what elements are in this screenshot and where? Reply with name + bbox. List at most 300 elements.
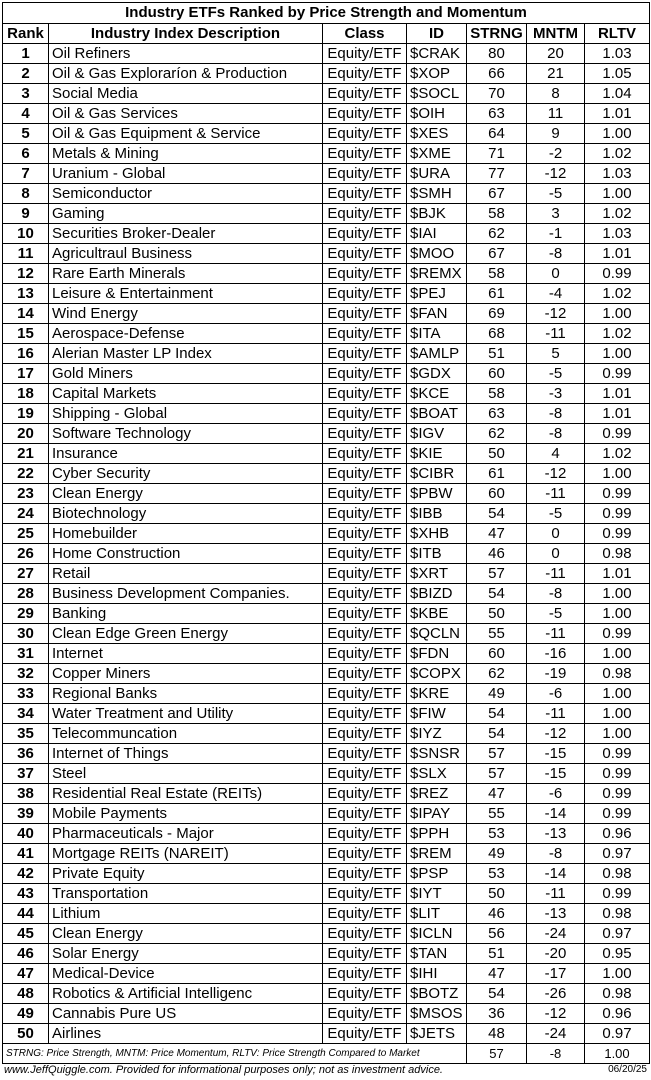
mntm-cell: -8: [527, 584, 585, 604]
description-cell: Semiconductor: [49, 184, 323, 204]
description-cell: Water Treatment and Utility: [49, 704, 323, 724]
description-cell: Transportation: [49, 884, 323, 904]
description-cell: Robotics & Artificial Intelligenc: [49, 984, 323, 1004]
rank-cell: 1: [3, 44, 49, 64]
table-row: [3, 544, 650, 564]
rltv-cell: 1.00: [585, 604, 650, 624]
mntm-cell: -12: [527, 464, 585, 484]
description-cell: Steel: [49, 764, 323, 784]
rank-cell: 42: [3, 864, 49, 884]
id-cell: $KCE: [407, 384, 467, 404]
class-cell: Equity/ETF: [323, 444, 407, 464]
description-cell: Home Construction: [49, 544, 323, 564]
table-row: [3, 984, 650, 1004]
id-cell: $XOP: [407, 64, 467, 84]
id-cell: $GDX: [407, 364, 467, 384]
header-strng: STRNG: [467, 24, 527, 44]
id-cell: $COPX: [407, 664, 467, 684]
table-row: [3, 424, 650, 444]
class-cell: Equity/ETF: [323, 364, 407, 384]
rltv-cell: 1.00: [585, 584, 650, 604]
table-row: [3, 244, 650, 264]
strng-cell: 67: [467, 184, 527, 204]
rank-cell: 16: [3, 344, 49, 364]
mntm-cell: -13: [527, 904, 585, 924]
description-cell: Clean Edge Green Energy: [49, 624, 323, 644]
strng-average: 57: [467, 1044, 527, 1064]
id-cell: $SMH: [407, 184, 467, 204]
table-row: [3, 1004, 650, 1024]
class-cell: Equity/ETF: [323, 564, 407, 584]
mntm-cell: 8: [527, 84, 585, 104]
rltv-cell: 1.00: [585, 964, 650, 984]
rltv-cell: 1.00: [585, 464, 650, 484]
strng-cell: 36: [467, 1004, 527, 1024]
mntm-cell: 21: [527, 64, 585, 84]
rank-cell: 8: [3, 184, 49, 204]
table-row: [3, 204, 650, 224]
class-cell: Equity/ETF: [323, 584, 407, 604]
rltv-cell: 1.02: [585, 204, 650, 224]
rltv-cell: 1.02: [585, 284, 650, 304]
table-row: [3, 744, 650, 764]
rltv-cell: 1.02: [585, 444, 650, 464]
strng-cell: 57: [467, 564, 527, 584]
rank-cell: 43: [3, 884, 49, 904]
description-cell: Metals & Mining: [49, 144, 323, 164]
description-cell: Biotechnology: [49, 504, 323, 524]
description-cell: Lithium: [49, 904, 323, 924]
description-cell: Oil & Gas Equipment & Service: [49, 124, 323, 144]
class-cell: Equity/ETF: [323, 804, 407, 824]
id-cell: $BOAT: [407, 404, 467, 424]
mntm-cell: 0: [527, 524, 585, 544]
strng-cell: 47: [467, 964, 527, 984]
rank-cell: 20: [3, 424, 49, 444]
mntm-cell: 3: [527, 204, 585, 224]
strng-cell: 48: [467, 1024, 527, 1044]
description-cell: Retail: [49, 564, 323, 584]
strng-cell: 46: [467, 904, 527, 924]
description-cell: Copper Miners: [49, 664, 323, 684]
rltv-cell: 1.01: [585, 404, 650, 424]
mntm-cell: -12: [527, 1004, 585, 1024]
rank-cell: 4: [3, 104, 49, 124]
strng-cell: 56: [467, 924, 527, 944]
description-cell: Internet: [49, 644, 323, 664]
class-cell: Equity/ETF: [323, 924, 407, 944]
id-cell: $FIW: [407, 704, 467, 724]
rltv-cell: 0.98: [585, 904, 650, 924]
header-mntm: MNTM: [527, 24, 585, 44]
strng-cell: 47: [467, 784, 527, 804]
rltv-cell: 0.99: [585, 484, 650, 504]
strng-cell: 51: [467, 344, 527, 364]
strng-cell: 54: [467, 584, 527, 604]
rltv-cell: 0.99: [585, 504, 650, 524]
mntm-cell: 20: [527, 44, 585, 64]
table-row: [3, 564, 650, 584]
mntm-cell: -5: [527, 504, 585, 524]
description-cell: Oil & Gas Services: [49, 104, 323, 124]
strng-cell: 69: [467, 304, 527, 324]
table-row: [3, 924, 650, 944]
rltv-average: 1.00: [585, 1044, 650, 1064]
description-cell: Leisure & Entertainment: [49, 284, 323, 304]
mntm-cell: -13: [527, 824, 585, 844]
description-cell: Cannabis Pure US: [49, 1004, 323, 1024]
class-cell: Equity/ETF: [323, 404, 407, 424]
id-cell: $PEJ: [407, 284, 467, 304]
rank-cell: 21: [3, 444, 49, 464]
id-cell: $IBB: [407, 504, 467, 524]
strng-cell: 62: [467, 424, 527, 444]
id-cell: $BOTZ: [407, 984, 467, 1004]
id-cell: $BJK: [407, 204, 467, 224]
description-cell: Business Development Companies.: [49, 584, 323, 604]
class-cell: Equity/ETF: [323, 684, 407, 704]
id-cell: $AMLP: [407, 344, 467, 364]
mntm-cell: -14: [527, 864, 585, 884]
description-cell: Mortgage REITs (NAREIT): [49, 844, 323, 864]
etf-ranking-sheet: [2, 2, 649, 1064]
table-row: [3, 664, 650, 684]
mntm-cell: -24: [527, 1024, 585, 1044]
description-cell: Agricultraul Business: [49, 244, 323, 264]
id-cell: $XES: [407, 124, 467, 144]
class-cell: Equity/ETF: [323, 424, 407, 444]
description-cell: Mobile Payments: [49, 804, 323, 824]
class-cell: Equity/ETF: [323, 824, 407, 844]
description-cell: Private Equity: [49, 864, 323, 884]
table-row: [3, 904, 650, 924]
class-cell: Equity/ETF: [323, 644, 407, 664]
rltv-cell: 0.97: [585, 1024, 650, 1044]
strng-cell: 57: [467, 764, 527, 784]
table-row: [3, 384, 650, 404]
id-cell: $IAI: [407, 224, 467, 244]
table-row: [3, 684, 650, 704]
strng-cell: 54: [467, 724, 527, 744]
rank-cell: 36: [3, 744, 49, 764]
description-cell: Regional Banks: [49, 684, 323, 704]
class-cell: Equity/ETF: [323, 64, 407, 84]
class-cell: Equity/ETF: [323, 264, 407, 284]
rltv-cell: 1.00: [585, 124, 650, 144]
table-row: [3, 784, 650, 804]
mntm-cell: -19: [527, 664, 585, 684]
table-row: [3, 824, 650, 844]
table-row: [3, 324, 650, 344]
strng-cell: 64: [467, 124, 527, 144]
id-cell: $SNSR: [407, 744, 467, 764]
mntm-cell: -8: [527, 844, 585, 864]
strng-cell: 62: [467, 224, 527, 244]
rltv-cell: 0.99: [585, 744, 650, 764]
mntm-average: -8: [527, 1044, 585, 1064]
mntm-cell: -11: [527, 484, 585, 504]
table-row: [3, 124, 650, 144]
strng-cell: 54: [467, 704, 527, 724]
description-cell: Cyber Security: [49, 464, 323, 484]
mntm-cell: 11: [527, 104, 585, 124]
class-cell: Equity/ETF: [323, 484, 407, 504]
id-cell: $IGV: [407, 424, 467, 444]
mntm-cell: -24: [527, 924, 585, 944]
rltv-cell: 1.02: [585, 144, 650, 164]
id-cell: $JETS: [407, 1024, 467, 1044]
rltv-cell: 1.00: [585, 184, 650, 204]
mntm-cell: 0: [527, 264, 585, 284]
rltv-cell: 0.95: [585, 944, 650, 964]
description-cell: Homebuilder: [49, 524, 323, 544]
strng-cell: 61: [467, 284, 527, 304]
table-row: [3, 644, 650, 664]
strng-cell: 71: [467, 144, 527, 164]
footer-row: [3, 1044, 650, 1064]
rank-cell: 49: [3, 1004, 49, 1024]
id-cell: $KBE: [407, 604, 467, 624]
header-description: Industry Index Description: [49, 24, 323, 44]
class-cell: Equity/ETF: [323, 864, 407, 884]
id-cell: $ICLN: [407, 924, 467, 944]
mntm-cell: -15: [527, 764, 585, 784]
rank-cell: 34: [3, 704, 49, 724]
rltv-cell: 1.04: [585, 84, 650, 104]
table-row: [3, 964, 650, 984]
class-cell: Equity/ETF: [323, 1024, 407, 1044]
class-cell: Equity/ETF: [323, 284, 407, 304]
rank-cell: 46: [3, 944, 49, 964]
rltv-cell: 0.99: [585, 424, 650, 444]
class-cell: Equity/ETF: [323, 184, 407, 204]
strng-cell: 54: [467, 984, 527, 1004]
strng-cell: 54: [467, 504, 527, 524]
strng-cell: 66: [467, 64, 527, 84]
rank-cell: 44: [3, 904, 49, 924]
description-cell: Insurance: [49, 444, 323, 464]
table-row: [3, 764, 650, 784]
description-cell: Rare Earth Minerals: [49, 264, 323, 284]
site-disclaimer: www.JeffQuiggle.com. Provided for informational purposes only; not as investment advice.: [4, 1064, 443, 1076]
rank-cell: 35: [3, 724, 49, 744]
rank-cell: 48: [3, 984, 49, 1004]
class-cell: Equity/ETF: [323, 904, 407, 924]
table-row: [3, 64, 650, 84]
mntm-cell: -16: [527, 644, 585, 664]
id-cell: $BIZD: [407, 584, 467, 604]
mntm-cell: -11: [527, 564, 585, 584]
rltv-cell: 0.96: [585, 1004, 650, 1024]
class-cell: Equity/ETF: [323, 704, 407, 724]
mntm-cell: -11: [527, 704, 585, 724]
rank-cell: 7: [3, 164, 49, 184]
rank-cell: 31: [3, 644, 49, 664]
id-cell: $OIH: [407, 104, 467, 124]
rltv-cell: 0.99: [585, 804, 650, 824]
description-cell: Internet of Things: [49, 744, 323, 764]
table-row: [3, 364, 650, 384]
mntm-cell: -15: [527, 744, 585, 764]
rltv-cell: 0.98: [585, 864, 650, 884]
rank-cell: 33: [3, 684, 49, 704]
rank-cell: 18: [3, 384, 49, 404]
rank-cell: 10: [3, 224, 49, 244]
class-cell: Equity/ETF: [323, 344, 407, 364]
rank-cell: 17: [3, 364, 49, 384]
class-cell: Equity/ETF: [323, 544, 407, 564]
rank-cell: 22: [3, 464, 49, 484]
site-footer: [4, 1064, 647, 1076]
description-cell: Banking: [49, 604, 323, 624]
id-cell: $MOO: [407, 244, 467, 264]
id-cell: $KRE: [407, 684, 467, 704]
strng-cell: 50: [467, 444, 527, 464]
class-cell: Equity/ETF: [323, 764, 407, 784]
description-cell: Aerospace-Defense: [49, 324, 323, 344]
id-cell: $REM: [407, 844, 467, 864]
description-cell: Wind Energy: [49, 304, 323, 324]
strng-cell: 58: [467, 384, 527, 404]
description-cell: Solar Energy: [49, 944, 323, 964]
table-row: [3, 84, 650, 104]
rank-cell: 25: [3, 524, 49, 544]
strng-cell: 46: [467, 544, 527, 564]
strng-cell: 53: [467, 864, 527, 884]
rltv-cell: 1.00: [585, 344, 650, 364]
header-class: Class: [323, 24, 407, 44]
class-cell: Equity/ETF: [323, 164, 407, 184]
rank-cell: 47: [3, 964, 49, 984]
header-rank: Rank: [3, 24, 49, 44]
table-row: [3, 484, 650, 504]
description-cell: Gold Miners: [49, 364, 323, 384]
table-row: [3, 104, 650, 124]
table-row: [3, 524, 650, 544]
table-row: [3, 624, 650, 644]
id-cell: $SOCL: [407, 84, 467, 104]
rank-cell: 5: [3, 124, 49, 144]
id-cell: $MSOS: [407, 1004, 467, 1024]
class-cell: Equity/ETF: [323, 84, 407, 104]
class-cell: Equity/ETF: [323, 1004, 407, 1024]
legend-note: STRNG: Price Strength, MNTM: Price Momentum, RLTV: Price Strength Compared to Market: [3, 1044, 467, 1064]
rank-cell: 26: [3, 544, 49, 564]
mntm-cell: -4: [527, 284, 585, 304]
table-body: [3, 44, 650, 1044]
mntm-cell: -14: [527, 804, 585, 824]
description-cell: Capital Markets: [49, 384, 323, 404]
mntm-cell: -2: [527, 144, 585, 164]
strng-cell: 57: [467, 744, 527, 764]
class-cell: Equity/ETF: [323, 784, 407, 804]
strng-cell: 70: [467, 84, 527, 104]
strng-cell: 50: [467, 884, 527, 904]
strng-cell: 63: [467, 404, 527, 424]
strng-cell: 60: [467, 364, 527, 384]
mntm-cell: -8: [527, 244, 585, 264]
mntm-cell: -12: [527, 304, 585, 324]
table-row: [3, 944, 650, 964]
description-cell: Oil Refiners: [49, 44, 323, 64]
rltv-cell: 0.96: [585, 824, 650, 844]
class-cell: Equity/ETF: [323, 464, 407, 484]
mntm-cell: -11: [527, 884, 585, 904]
title-row: [3, 3, 650, 24]
rltv-cell: 1.00: [585, 684, 650, 704]
class-cell: Equity/ETF: [323, 324, 407, 344]
rank-cell: 27: [3, 564, 49, 584]
class-cell: Equity/ETF: [323, 964, 407, 984]
id-cell: $REZ: [407, 784, 467, 804]
id-cell: $FAN: [407, 304, 467, 324]
strng-cell: 49: [467, 844, 527, 864]
table-row: [3, 164, 650, 184]
rank-cell: 15: [3, 324, 49, 344]
rltv-cell: 1.03: [585, 44, 650, 64]
class-cell: Equity/ETF: [323, 44, 407, 64]
class-cell: Equity/ETF: [323, 384, 407, 404]
id-cell: $IPAY: [407, 804, 467, 824]
table-row: [3, 444, 650, 464]
table-row: [3, 1024, 650, 1044]
id-cell: $REMX: [407, 264, 467, 284]
strng-cell: 60: [467, 484, 527, 504]
class-cell: Equity/ETF: [323, 884, 407, 904]
id-cell: $CRAK: [407, 44, 467, 64]
description-cell: Software Technology: [49, 424, 323, 444]
table-row: [3, 184, 650, 204]
rltv-cell: 1.01: [585, 564, 650, 584]
mntm-cell: -5: [527, 604, 585, 624]
rltv-cell: 0.98: [585, 544, 650, 564]
description-cell: Uranium - Global: [49, 164, 323, 184]
header-row: [3, 24, 650, 44]
rltv-cell: 0.99: [585, 524, 650, 544]
rank-cell: 50: [3, 1024, 49, 1044]
description-cell: Airlines: [49, 1024, 323, 1044]
class-cell: Equity/ETF: [323, 304, 407, 324]
id-cell: $XHB: [407, 524, 467, 544]
id-cell: $SLX: [407, 764, 467, 784]
mntm-cell: -5: [527, 364, 585, 384]
table-row: [3, 704, 650, 724]
table-row: [3, 584, 650, 604]
rltv-cell: 0.98: [585, 984, 650, 1004]
rank-cell: 38: [3, 784, 49, 804]
class-cell: Equity/ETF: [323, 524, 407, 544]
description-cell: Alerian Master LP Index: [49, 344, 323, 364]
strng-cell: 80: [467, 44, 527, 64]
rank-cell: 40: [3, 824, 49, 844]
description-cell: Shipping - Global: [49, 404, 323, 424]
table-row: [3, 344, 650, 364]
rltv-cell: 0.98: [585, 664, 650, 684]
rltv-cell: 0.99: [585, 624, 650, 644]
rank-cell: 32: [3, 664, 49, 684]
strng-cell: 58: [467, 264, 527, 284]
rltv-cell: 0.99: [585, 764, 650, 784]
rank-cell: 30: [3, 624, 49, 644]
table-row: [3, 464, 650, 484]
rank-cell: 37: [3, 764, 49, 784]
class-cell: Equity/ETF: [323, 124, 407, 144]
rank-cell: 12: [3, 264, 49, 284]
mntm-cell: -12: [527, 724, 585, 744]
mntm-cell: -5: [527, 184, 585, 204]
table-row: [3, 604, 650, 624]
strng-cell: 60: [467, 644, 527, 664]
